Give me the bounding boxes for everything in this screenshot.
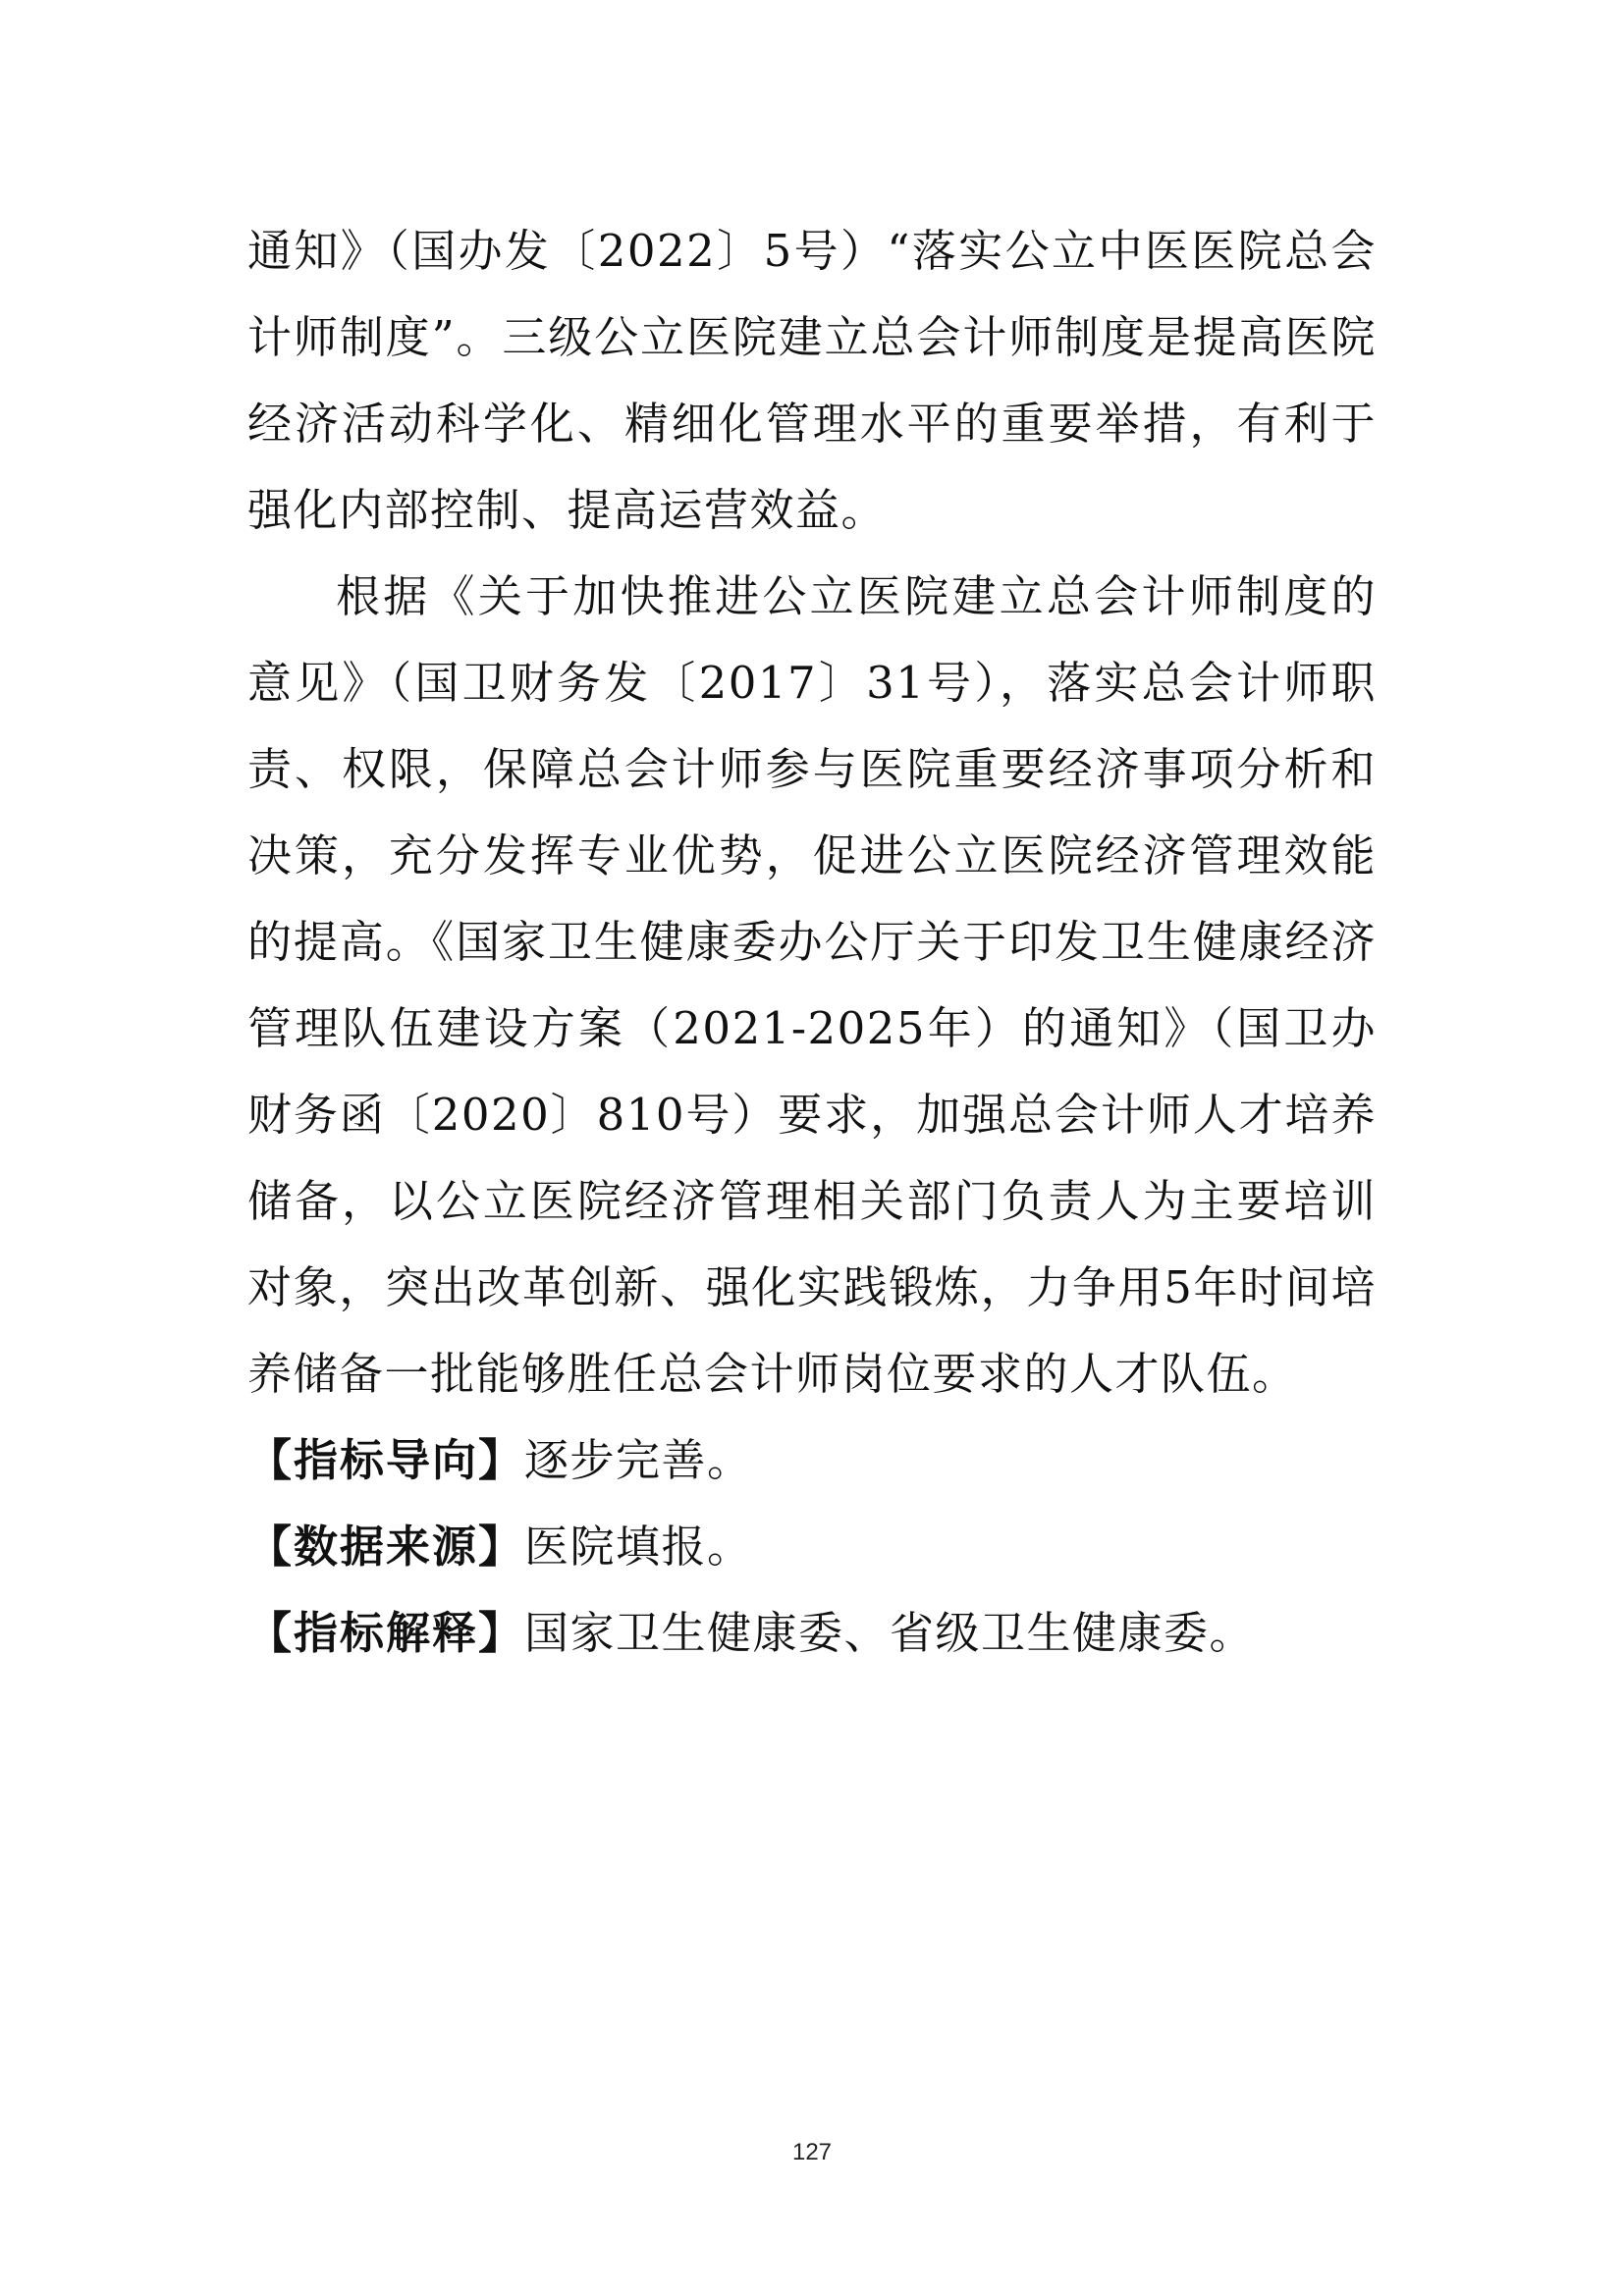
indicator-interpretation-value: 国家卫生健康委、省级卫生健康委。 [524, 1607, 1256, 1659]
document-body [247, 208, 1377, 1677]
indicator-interpretation [247, 1590, 1377, 1677]
paragraph-continued: 通知》（国办发〔2022〕5号）“落实公立中医医院总会计师制度”。三级公立医院建立总会计师制度是提高医院经济活动科学化、精细化管理水平的重要举措，有利于强化内部控制、提高运营效益。 [247, 225, 1377, 536]
paragraph-basis: 根据《关于加快推进公立医院建立总会计师制度的意见》（国卫财务发〔2017〕31号），落实总会计师职责、权限，保障总会计师参与医院重要经济事项分析和决策，充分发挥专业优势，促进公立医院经济管理效能的提高。《国家卫生健康委办公厅关于印发卫生健康经济管理队伍建设方案（2021-2025年）的通知》（国卫办财务函〔2020〕810号）要求，加强总会计师人才培养储备，以公立医院经济管理相关部门负责人为主要培训对象，突出改革创新、强化实践锻炼，力争用5年时间培养储备一批能够胜任总会计师岗位要求的人才队伍。 [247, 570, 1377, 1400]
data-source [247, 1504, 1377, 1590]
indicator-direction-value: 逐步完善。 [524, 1434, 753, 1486]
indicator-direction [247, 1417, 1377, 1504]
indicator-interpretation-label: 【指标解释】 [247, 1607, 525, 1659]
indicator-direction-label: 【指标导向】 [247, 1434, 525, 1486]
data-source-label: 【数据来源】 [247, 1521, 525, 1573]
data-source-value: 医院填报。 [524, 1521, 753, 1573]
page-number: 127 [791, 2139, 833, 2165]
